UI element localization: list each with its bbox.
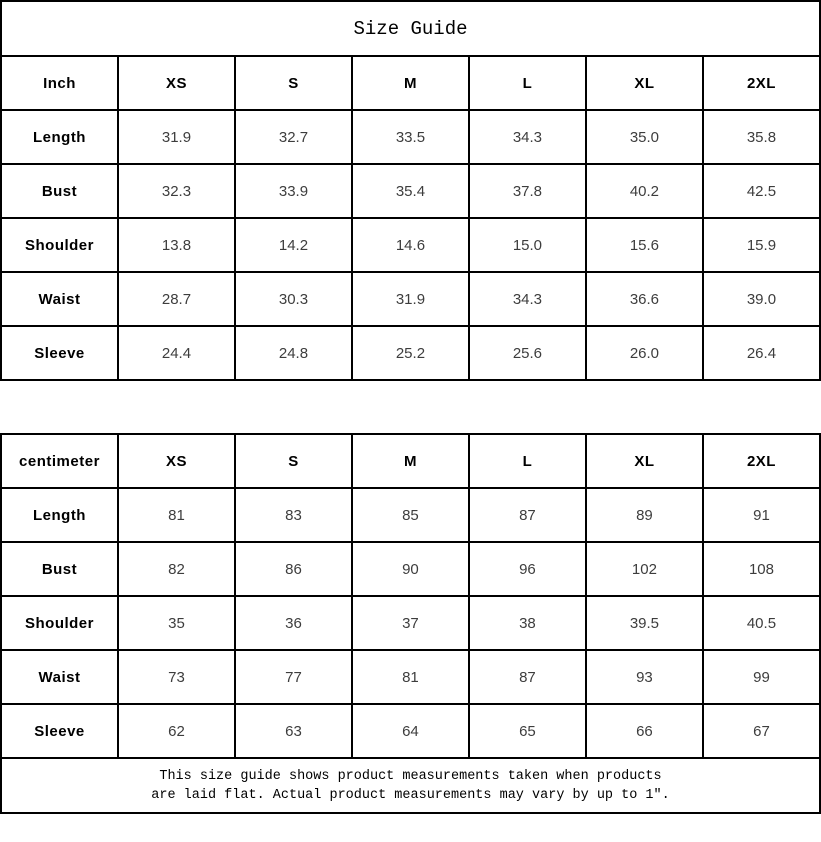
size-header-row — [1, 56, 820, 110]
size-header-cell: 2XL — [703, 56, 820, 110]
measurement-value-cell: 38 — [469, 596, 586, 650]
measurement-row — [1, 488, 820, 542]
measurement-value-cell: 33.9 — [235, 164, 352, 218]
measurement-row — [1, 326, 820, 380]
measurement-value-cell: 63 — [235, 704, 352, 758]
footer-note — [1, 758, 820, 813]
measurement-value-cell: 15.9 — [703, 218, 820, 272]
measurement-value-cell: 102 — [586, 542, 703, 596]
table-spacer — [0, 381, 821, 433]
measurement-label-cell: Sleeve — [1, 704, 118, 758]
size-header-cell: XS — [118, 434, 235, 488]
centimeter-table-body — [1, 434, 820, 758]
measurement-value-cell: 25.6 — [469, 326, 586, 380]
measurement-value-cell: 90 — [352, 542, 469, 596]
measurement-label-cell: Length — [1, 488, 118, 542]
measurement-value-cell: 82 — [118, 542, 235, 596]
measurement-value-cell: 34.3 — [469, 110, 586, 164]
measurement-value-cell: 14.2 — [235, 218, 352, 272]
unit-label-cell: Inch — [1, 56, 118, 110]
measurement-value-cell: 37.8 — [469, 164, 586, 218]
measurement-row — [1, 164, 820, 218]
footer-note-line2: are laid flat. Actual product measurements may vary by up to 1″. — [151, 787, 670, 803]
measurement-value-cell: 96 — [469, 542, 586, 596]
size-header-cell: XL — [586, 56, 703, 110]
size-header-cell: S — [235, 434, 352, 488]
measurement-value-cell: 99 — [703, 650, 820, 704]
measurement-value-cell: 28.7 — [118, 272, 235, 326]
measurement-value-cell: 35.8 — [703, 110, 820, 164]
size-header-cell: L — [469, 434, 586, 488]
measurement-row — [1, 596, 820, 650]
measurement-value-cell: 87 — [469, 488, 586, 542]
measurement-value-cell: 86 — [235, 542, 352, 596]
size-header-cell: M — [352, 434, 469, 488]
measurement-value-cell: 33.5 — [352, 110, 469, 164]
measurement-value-cell: 40.2 — [586, 164, 703, 218]
measurement-value-cell: 31.9 — [118, 110, 235, 164]
measurement-value-cell: 25.2 — [352, 326, 469, 380]
measurement-label-cell: Shoulder — [1, 596, 118, 650]
measurement-value-cell: 91 — [703, 488, 820, 542]
measurement-value-cell: 32.3 — [118, 164, 235, 218]
measurement-value-cell: 13.8 — [118, 218, 235, 272]
measurement-value-cell: 15.6 — [586, 218, 703, 272]
measurement-value-cell: 36 — [235, 596, 352, 650]
size-header-cell: XS — [118, 56, 235, 110]
measurement-value-cell: 26.4 — [703, 326, 820, 380]
measurement-label-cell: Bust — [1, 542, 118, 596]
inch-table-body — [1, 56, 820, 380]
measurement-label-cell: Sleeve — [1, 326, 118, 380]
measurement-value-cell: 81 — [352, 650, 469, 704]
measurement-row — [1, 542, 820, 596]
measurement-value-cell: 65 — [469, 704, 586, 758]
measurement-value-cell: 24.4 — [118, 326, 235, 380]
measurement-label-cell: Bust — [1, 164, 118, 218]
measurement-label-cell: Waist — [1, 650, 118, 704]
measurement-value-cell: 34.3 — [469, 272, 586, 326]
measurement-row — [1, 650, 820, 704]
size-header-cell: 2XL — [703, 434, 820, 488]
measurement-label-cell: Waist — [1, 272, 118, 326]
measurement-row — [1, 110, 820, 164]
measurement-value-cell: 26.0 — [586, 326, 703, 380]
size-header-cell: S — [235, 56, 352, 110]
measurement-value-cell: 64 — [352, 704, 469, 758]
measurement-value-cell: 24.8 — [235, 326, 352, 380]
measurement-value-cell: 37 — [352, 596, 469, 650]
measurement-value-cell: 85 — [352, 488, 469, 542]
measurement-label-cell: Shoulder — [1, 218, 118, 272]
measurement-value-cell: 87 — [469, 650, 586, 704]
title-row — [1, 1, 820, 56]
size-header-cell: M — [352, 56, 469, 110]
measurement-label-cell: Length — [1, 110, 118, 164]
measurement-value-cell: 83 — [235, 488, 352, 542]
footer-note-line1: This size guide shows product measurements taken when products — [159, 768, 662, 784]
measurement-value-cell: 15.0 — [469, 218, 586, 272]
size-header-cell: XL — [586, 434, 703, 488]
measurement-value-cell: 93 — [586, 650, 703, 704]
measurement-value-cell: 39.5 — [586, 596, 703, 650]
measurement-value-cell: 42.5 — [703, 164, 820, 218]
size-guide-table-inch — [0, 0, 821, 381]
measurement-row — [1, 272, 820, 326]
measurement-value-cell: 77 — [235, 650, 352, 704]
measurement-value-cell: 35.4 — [352, 164, 469, 218]
measurement-value-cell: 32.7 — [235, 110, 352, 164]
measurement-value-cell: 108 — [703, 542, 820, 596]
size-header-row — [1, 434, 820, 488]
footer-row — [1, 758, 820, 813]
measurement-value-cell: 89 — [586, 488, 703, 542]
measurement-value-cell: 81 — [118, 488, 235, 542]
measurement-value-cell: 35 — [118, 596, 235, 650]
size-guide-table-centimeter — [0, 433, 821, 814]
measurement-value-cell: 35.0 — [586, 110, 703, 164]
page-title: Size Guide — [1, 1, 820, 56]
measurement-value-cell: 30.3 — [235, 272, 352, 326]
unit-label-cell: centimeter — [1, 434, 118, 488]
measurement-value-cell: 66 — [586, 704, 703, 758]
measurement-value-cell: 36.6 — [586, 272, 703, 326]
measurement-value-cell: 73 — [118, 650, 235, 704]
measurement-value-cell: 31.9 — [352, 272, 469, 326]
measurement-value-cell: 39.0 — [703, 272, 820, 326]
measurement-row — [1, 704, 820, 758]
measurement-value-cell: 67 — [703, 704, 820, 758]
size-header-cell: L — [469, 56, 586, 110]
measurement-row — [1, 218, 820, 272]
measurement-value-cell: 62 — [118, 704, 235, 758]
measurement-value-cell: 40.5 — [703, 596, 820, 650]
measurement-value-cell: 14.6 — [352, 218, 469, 272]
